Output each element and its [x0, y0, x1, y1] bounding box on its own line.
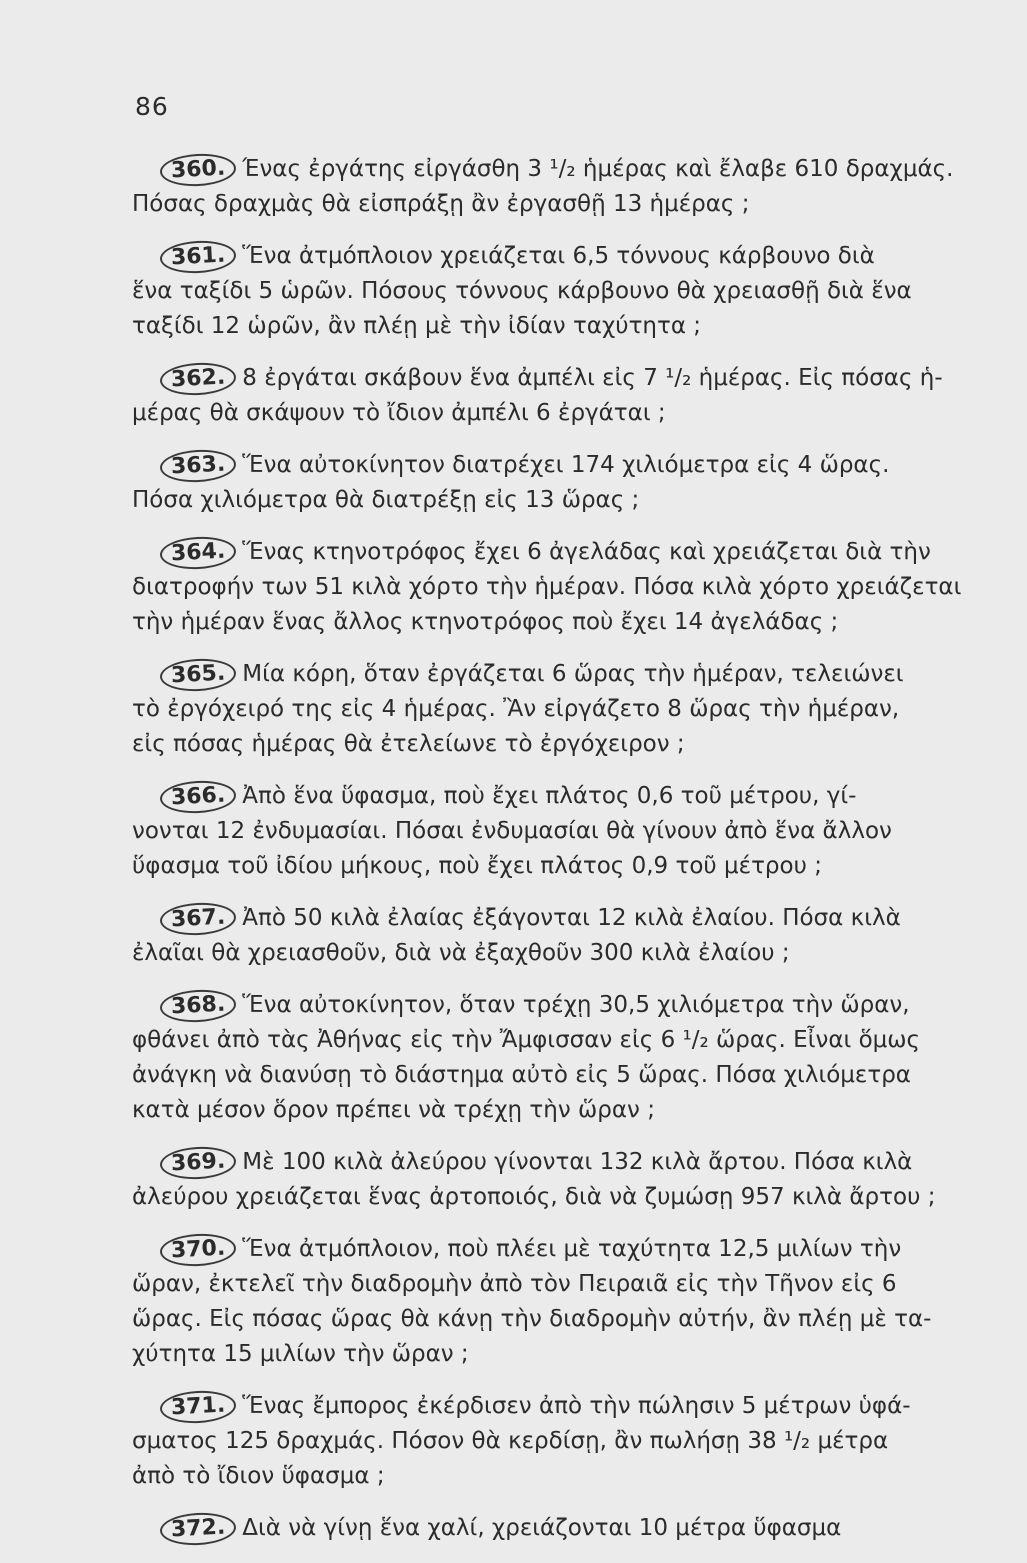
circled-problem-number: 366.	[159, 779, 237, 815]
problem-text: Ένας ἐργάτης εἰργάσθη 3 ¹/₂ ἡμέρας καὶ ἔλαβε 610 δραχμάς.	[242, 156, 954, 182]
problem-text: 8 ἐργάται σκάβουν ἕνα ἀμπέλι εἰς 7 ¹/₂ ἡμέρας. Εἰς πόσας ἡ-	[242, 365, 943, 391]
problem-text: ταξίδι 12 ὡρῶν, ἂν πλέῃ μὲ τὴν ἰδίαν ταχύτητα ;	[132, 313, 702, 339]
problem-item	[132, 1511, 987, 1546]
problem-text: φθάνει ἀπὸ τὰς Ἀθήνας εἰς τὴν Ἄμφισσαν εἰς 6 ¹/₂ ὥρας. Εἶναι ὅμως	[132, 1027, 921, 1053]
problem-text: εἰς πόσας ἡμέρας θὰ ἐτελείωνε τὸ ἐργόχειρον ;	[132, 731, 685, 757]
problem-line	[132, 779, 987, 814]
problem-line	[132, 1023, 987, 1058]
problem-line	[132, 535, 987, 570]
problem-item	[132, 1232, 987, 1372]
problem-text: ὕφασμα τοῦ ἰδίου μήκους, ποὺ ἔχει πλάτος 0,9 τοῦ μέτρου ;	[132, 853, 822, 879]
problem-item	[132, 1389, 987, 1494]
problem-text: Μὲ 100 κιλὰ ἀλεύρου γίνονται 132 κιλὰ ἄρτου. Πόσα κιλὰ	[242, 1149, 913, 1175]
problem-line	[132, 152, 987, 187]
problem-line	[132, 483, 987, 518]
problem-line	[132, 274, 987, 309]
problem-text: κατὰ μέσον ὅρον πρέπει νὰ τρέχῃ τὴν ὥραν ;	[132, 1097, 655, 1123]
circled-problem-number: 367.	[159, 901, 237, 937]
problem-item	[132, 448, 987, 518]
problem-line	[132, 1180, 987, 1215]
problem-item	[132, 535, 987, 640]
problem-line	[132, 1459, 987, 1494]
page-number: 86	[135, 92, 169, 121]
problem-line	[132, 849, 987, 884]
problem-list	[132, 152, 987, 1563]
problem-text: ἐλαῖαι θὰ χρειασθοῦν, διὰ νὰ ἐξαχθοῦν 300 κιλὰ ἐλαίου ;	[132, 940, 790, 966]
problem-line	[132, 1337, 987, 1372]
problem-item	[132, 1145, 987, 1215]
problem-text: Πόσα χιλιόμετρα θὰ διατρέξῃ εἰς 13 ὥρας ;	[132, 487, 640, 513]
problem-line	[132, 692, 987, 727]
problem-text: ὥραν, ἐκτελεῖ τὴν διαδρομὴν ἀπὸ τὸν Πειραιᾶ εἰς τὴν Τῆνον εἰς 6	[132, 1271, 897, 1297]
problem-line	[132, 1267, 987, 1302]
problem-line	[132, 448, 987, 483]
problem-text: ὥρας. Εἰς πόσας ὥρας θὰ κάνῃ τὴν διαδρομὴν αὐτήν, ἂν πλέῃ μὲ τα-	[132, 1306, 932, 1332]
problem-text: Ἕνας κτηνοτρόφος ἔχει 6 ἀγελάδας καὶ χρειάζεται διὰ τὴν	[242, 539, 931, 565]
problem-line	[132, 1145, 987, 1180]
problem-item	[132, 239, 987, 344]
problem-text: ἀλεύρου χρειάζεται ἕνας ἀρτοποιός, διὰ νὰ ζυμώσῃ 957 κιλὰ ἄρτου ;	[132, 1184, 936, 1210]
problem-text: Ἕνα ἀτμόπλοιον, ποὺ πλέει μὲ ταχύτητα 12,5 μιλίων τὴν	[242, 1236, 902, 1262]
problem-item	[132, 152, 987, 222]
circled-problem-number: 361.	[159, 239, 237, 275]
problem-text: Ἕνα ἀτμόπλοιον χρειάζεται 6,5 τόννους κάρβουνο διὰ	[242, 243, 875, 269]
problem-text: ἕνα ταξίδι 5 ὡρῶν. Πόσους τόννους κάρβουνο θὰ χρειασθῇ διὰ ἕνα	[132, 278, 912, 304]
problem-text: Ἀπὸ ἕνα ὕφασμα, ποὺ ἔχει πλάτος 0,6 τοῦ μέτρου, γί-	[242, 783, 857, 809]
problem-text: Ἕνα αὐτοκίνητον, ὅταν τρέχῃ 30,5 χιλιόμετρα τὴν ὥραν,	[242, 992, 910, 1018]
problem-item	[132, 361, 987, 431]
problem-text: ἀνάγκη νὰ διανύσῃ τὸ διάστημα αὐτὸ εἰς 5 ὥρας. Πόσα χιλιόμετρα	[132, 1062, 911, 1088]
problem-text: Μία κόρη, ὅταν ἐργάζεται 6 ὥρας τὴν ἡμέραν, τελειώνει	[242, 661, 904, 687]
problem-text: Ἀπὸ 50 κιλὰ ἐλαίας ἐξάγονται 12 κιλὰ ἐλαίου. Πόσα κιλὰ	[242, 905, 901, 931]
problem-text: τὸ ἐργόχειρό της εἰς 4 ἡμέρας. Ἂν εἰργάζετο 8 ὥρας τὴν ἡμέραν,	[132, 696, 900, 722]
circled-problem-number: 363.	[159, 448, 237, 484]
problem-text: χύτητα 15 μιλίων τὴν ὥραν ;	[132, 1341, 469, 1367]
problem-item	[132, 988, 987, 1128]
problem-line	[132, 727, 987, 762]
circled-problem-number: 372.	[159, 1511, 237, 1547]
problem-text: Ἕνα αὐτοκίνητον διατρέχει 174 χιλιόμετρα εἰς 4 ὥρας.	[242, 452, 890, 478]
problem-text: Ἕνας ἔμπορος ἐκέρδισεν ἀπὸ τὴν πώλησιν 5 μέτρων ὑφά-	[242, 1393, 911, 1419]
circled-problem-number: 369.	[159, 1145, 237, 1181]
problem-text: νονται 12 ἐνδυμασίαι. Πόσαι ἐνδυμασίαι θὰ γίνουν ἀπὸ ἕνα ἄλλον	[132, 818, 892, 844]
circled-problem-number: 365.	[159, 657, 237, 693]
problem-text: τὴν ἡμέραν ἕνας ἄλλος κτηνοτρόφος ποὺ ἔχει 14 ἀγελάδας ;	[132, 609, 839, 635]
problem-line	[132, 239, 987, 274]
problem-line	[132, 901, 987, 936]
problem-text: διατροφήν των 51 κιλὰ χόρτο τὴν ἡμέραν. Πόσα κιλὰ χόρτο χρειάζεται	[132, 574, 962, 600]
problem-line	[132, 605, 987, 640]
problem-text: Διὰ νὰ γίνῃ ἕνα χαλί, χρειάζονται 10 μέτρα ὕφασμα	[242, 1515, 842, 1541]
problem-line	[132, 657, 987, 692]
circled-problem-number: 370.	[159, 1232, 237, 1268]
problem-line	[132, 814, 987, 849]
problem-line	[132, 1302, 987, 1337]
problem-line	[132, 309, 987, 344]
problem-line	[132, 187, 987, 222]
problem-text: μέρας θὰ σκάψουν τὸ ἴδιον ἀμπέλι 6 ἐργάται ;	[132, 400, 666, 426]
problem-line	[132, 1511, 987, 1546]
problem-line	[132, 570, 987, 605]
problem-line	[132, 1424, 987, 1459]
problem-line	[132, 396, 987, 431]
problem-line	[132, 1058, 987, 1093]
problem-line	[132, 361, 987, 396]
circled-problem-number: 362.	[159, 361, 237, 397]
circled-problem-number: 360.	[159, 152, 237, 188]
circled-problem-number: 368.	[159, 988, 237, 1024]
problem-item	[132, 779, 987, 884]
problem-text: σματος 125 δραχμάς. Πόσον θὰ κερδίσῃ, ἂν πωλήσῃ 38 ¹/₂ μέτρα	[132, 1428, 889, 1454]
problem-text: ἀπὸ τὸ ἴδιον ὕφασμα ;	[132, 1463, 385, 1489]
problem-item	[132, 657, 987, 762]
problem-text: Πόσας δραχμὰς θὰ εἰσπράξῃ ἂν ἐργασθῇ 13 ἡμέρας ;	[132, 191, 750, 217]
problem-line	[132, 988, 987, 1023]
problem-line	[132, 1389, 987, 1424]
problem-line	[132, 936, 987, 971]
problem-line	[132, 1093, 987, 1128]
problem-line	[132, 1232, 987, 1267]
problem-item	[132, 901, 987, 971]
circled-problem-number: 364.	[159, 535, 237, 571]
circled-problem-number: 371.	[159, 1389, 237, 1425]
